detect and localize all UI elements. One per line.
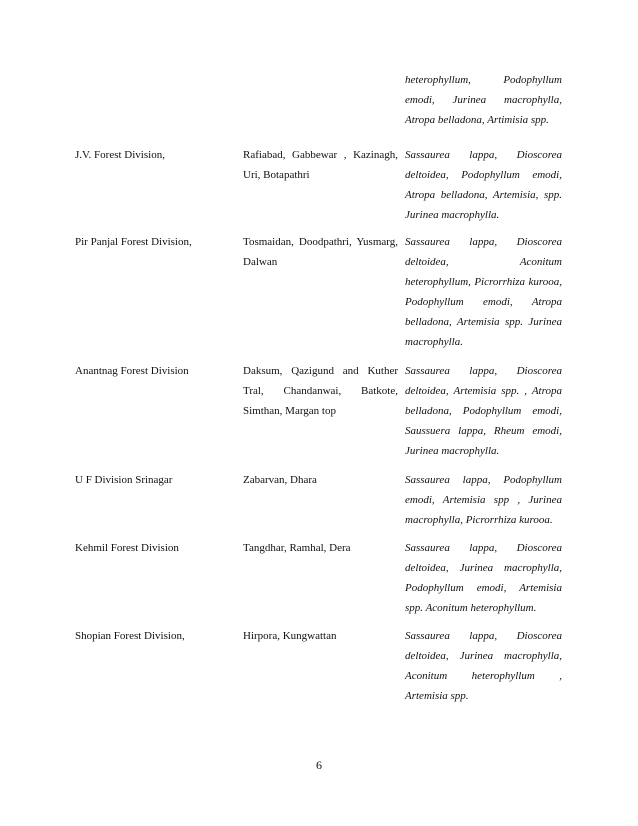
species-cell: Sassaurea lappa, Dioscorea deltoidea, Artemisia spp. , Atropa belladona, Podophyllum emodi, Saussuera lappa, Rheum emodi, Jurinea macrophylla. [405, 365, 562, 457]
species-continuation: heterophyllum, Podophyllum emodi, Jurinea macrophylla, Atropa belladona, Artimisia spp. [405, 74, 562, 126]
species-cell: Sassaurea lappa, Dioscorea deltoidea, Jurinea macrophylla, Podophyllum emodi, Artemisia spp. Aconitum heterophyllum. [405, 542, 562, 614]
areas-cell: Hirpora, Kungwattan [243, 630, 337, 642]
forest-division: J.V. Forest Division, [75, 149, 165, 161]
forest-division: Shopian Forest Division, [75, 630, 185, 642]
forest-division: U F Division Srinagar [75, 474, 173, 486]
forest-division: Kehmil Forest Division [75, 542, 179, 554]
species-cell: Sassaurea lappa, Dioscorea deltoidea, Aconitum heterophyllum, Picrorrhiza kurooa, Podophyllum emodi, Atropa belladona, Artemisia spp. Jurinea macrophylla. [405, 236, 562, 348]
species-cell: Sassaurea lappa, Dioscorea deltoidea, Jurinea macrophylla, Aconitum heterophyllum , Artemisia spp. [405, 630, 562, 702]
page-number: 6 [316, 758, 322, 772]
areas-cell: Daksum, Qazigund and Kuther Tral, Chandanwai, Batkote, Simthan, Margan top [243, 365, 398, 417]
species-cell: Sassaurea lappa, Dioscorea deltoidea, Podophyllum emodi, Atropa belladona, Artemisia, spp. Jurinea macrophylla. [405, 149, 562, 221]
forest-division: Anantnag Forest Division [75, 365, 189, 377]
areas-cell: Tangdhar, Ramhal, Dera [243, 542, 351, 554]
species-cell: Sassaurea lappa, Podophyllum emodi, Artemisia spp , Jurinea macrophylla, Picrorrhiza kurooa. [405, 474, 562, 526]
forest-division: Pir Panjal Forest Division, [75, 236, 192, 248]
areas-cell: Zabarvan, Dhara [243, 474, 317, 486]
areas-cell: Rafiabad, Gabbewar , Kazinagh, Uri, Botapathri [243, 149, 398, 181]
areas-cell: Tosmaidan, Doodpathri, Yusmarg, Dalwan [243, 236, 398, 268]
